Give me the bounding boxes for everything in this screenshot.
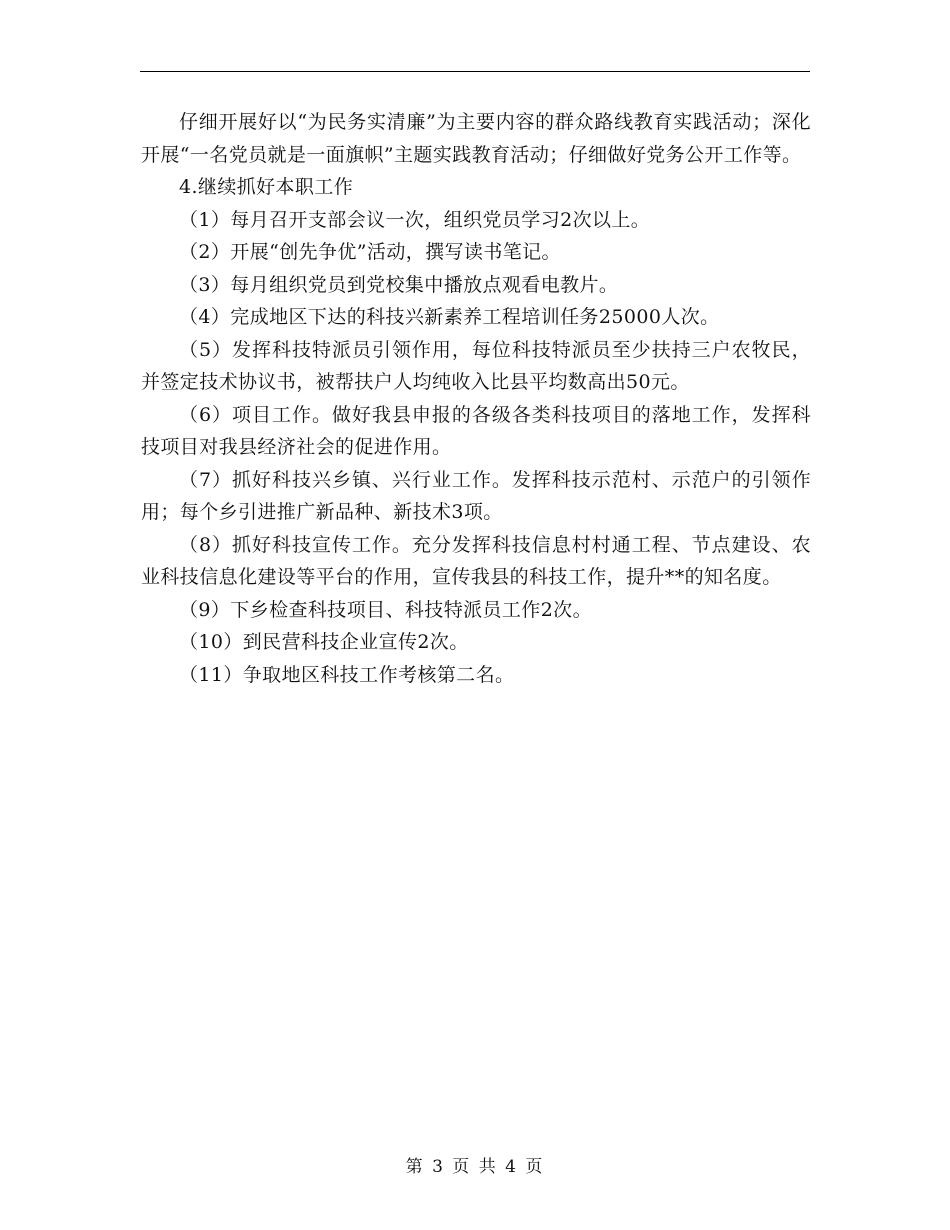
page-number: 第 3 页 共 4 页 bbox=[405, 1157, 545, 1177]
list-item: （7）抓好科技兴乡镇、兴行业工作。发挥科技示范村、示范户的引领作用；每个乡引进推广新品种、新技术3项。 bbox=[141, 468, 811, 523]
list-item: （8）抓好科技宣传工作。充分发挥科技信息村村通工程、节点建设、农业科技信息化建设等平台的作用，宣传我县的科技工作，提升**的知名度。 bbox=[141, 533, 811, 588]
list-item: （5）发挥科技特派员引领作用，每位科技特派员至少扶持三户农牧民，并签定技术协议书，被帮扶户人均纯收入比县平均数高出50元。 bbox=[141, 338, 811, 393]
section-heading: 4.继续抓好本职工作 bbox=[179, 176, 354, 198]
list-item: （4）完成地区下达的科技兴新素养工程培训任务25000人次。 bbox=[179, 306, 720, 328]
list-item: （2）开展“创先争优”活动，撰写读书笔记。 bbox=[179, 241, 561, 263]
list-item: （10）到民营科技企业宣传2次。 bbox=[179, 631, 469, 653]
paragraph-intro: 仔细开展好以“为民务实清廉”为主要内容的群众路线教育实践活动；深化开展“一名党员就是一面旗帜”主题实践教育活动；仔细做好党务公开工作等。 bbox=[141, 111, 811, 166]
list-item: （6）项目工作。做好我县申报的各级各类科技项目的落地工作，发挥科技项目对我县经济社会的促进作用。 bbox=[141, 403, 811, 458]
list-item: （3）每月组织党员到党校集中播放点观看电教片。 bbox=[179, 273, 619, 296]
list-item: （11）争取地区科技工作考核第二名。 bbox=[179, 663, 515, 686]
list-item: （1）每月召开支部会议一次，组织党员学习2次以上。 bbox=[179, 208, 651, 231]
list-item: （9）下乡检查科技项目、科技特派员工作2次。 bbox=[179, 598, 592, 621]
document-body bbox=[141, 106, 811, 691]
header-rule bbox=[140, 71, 810, 72]
